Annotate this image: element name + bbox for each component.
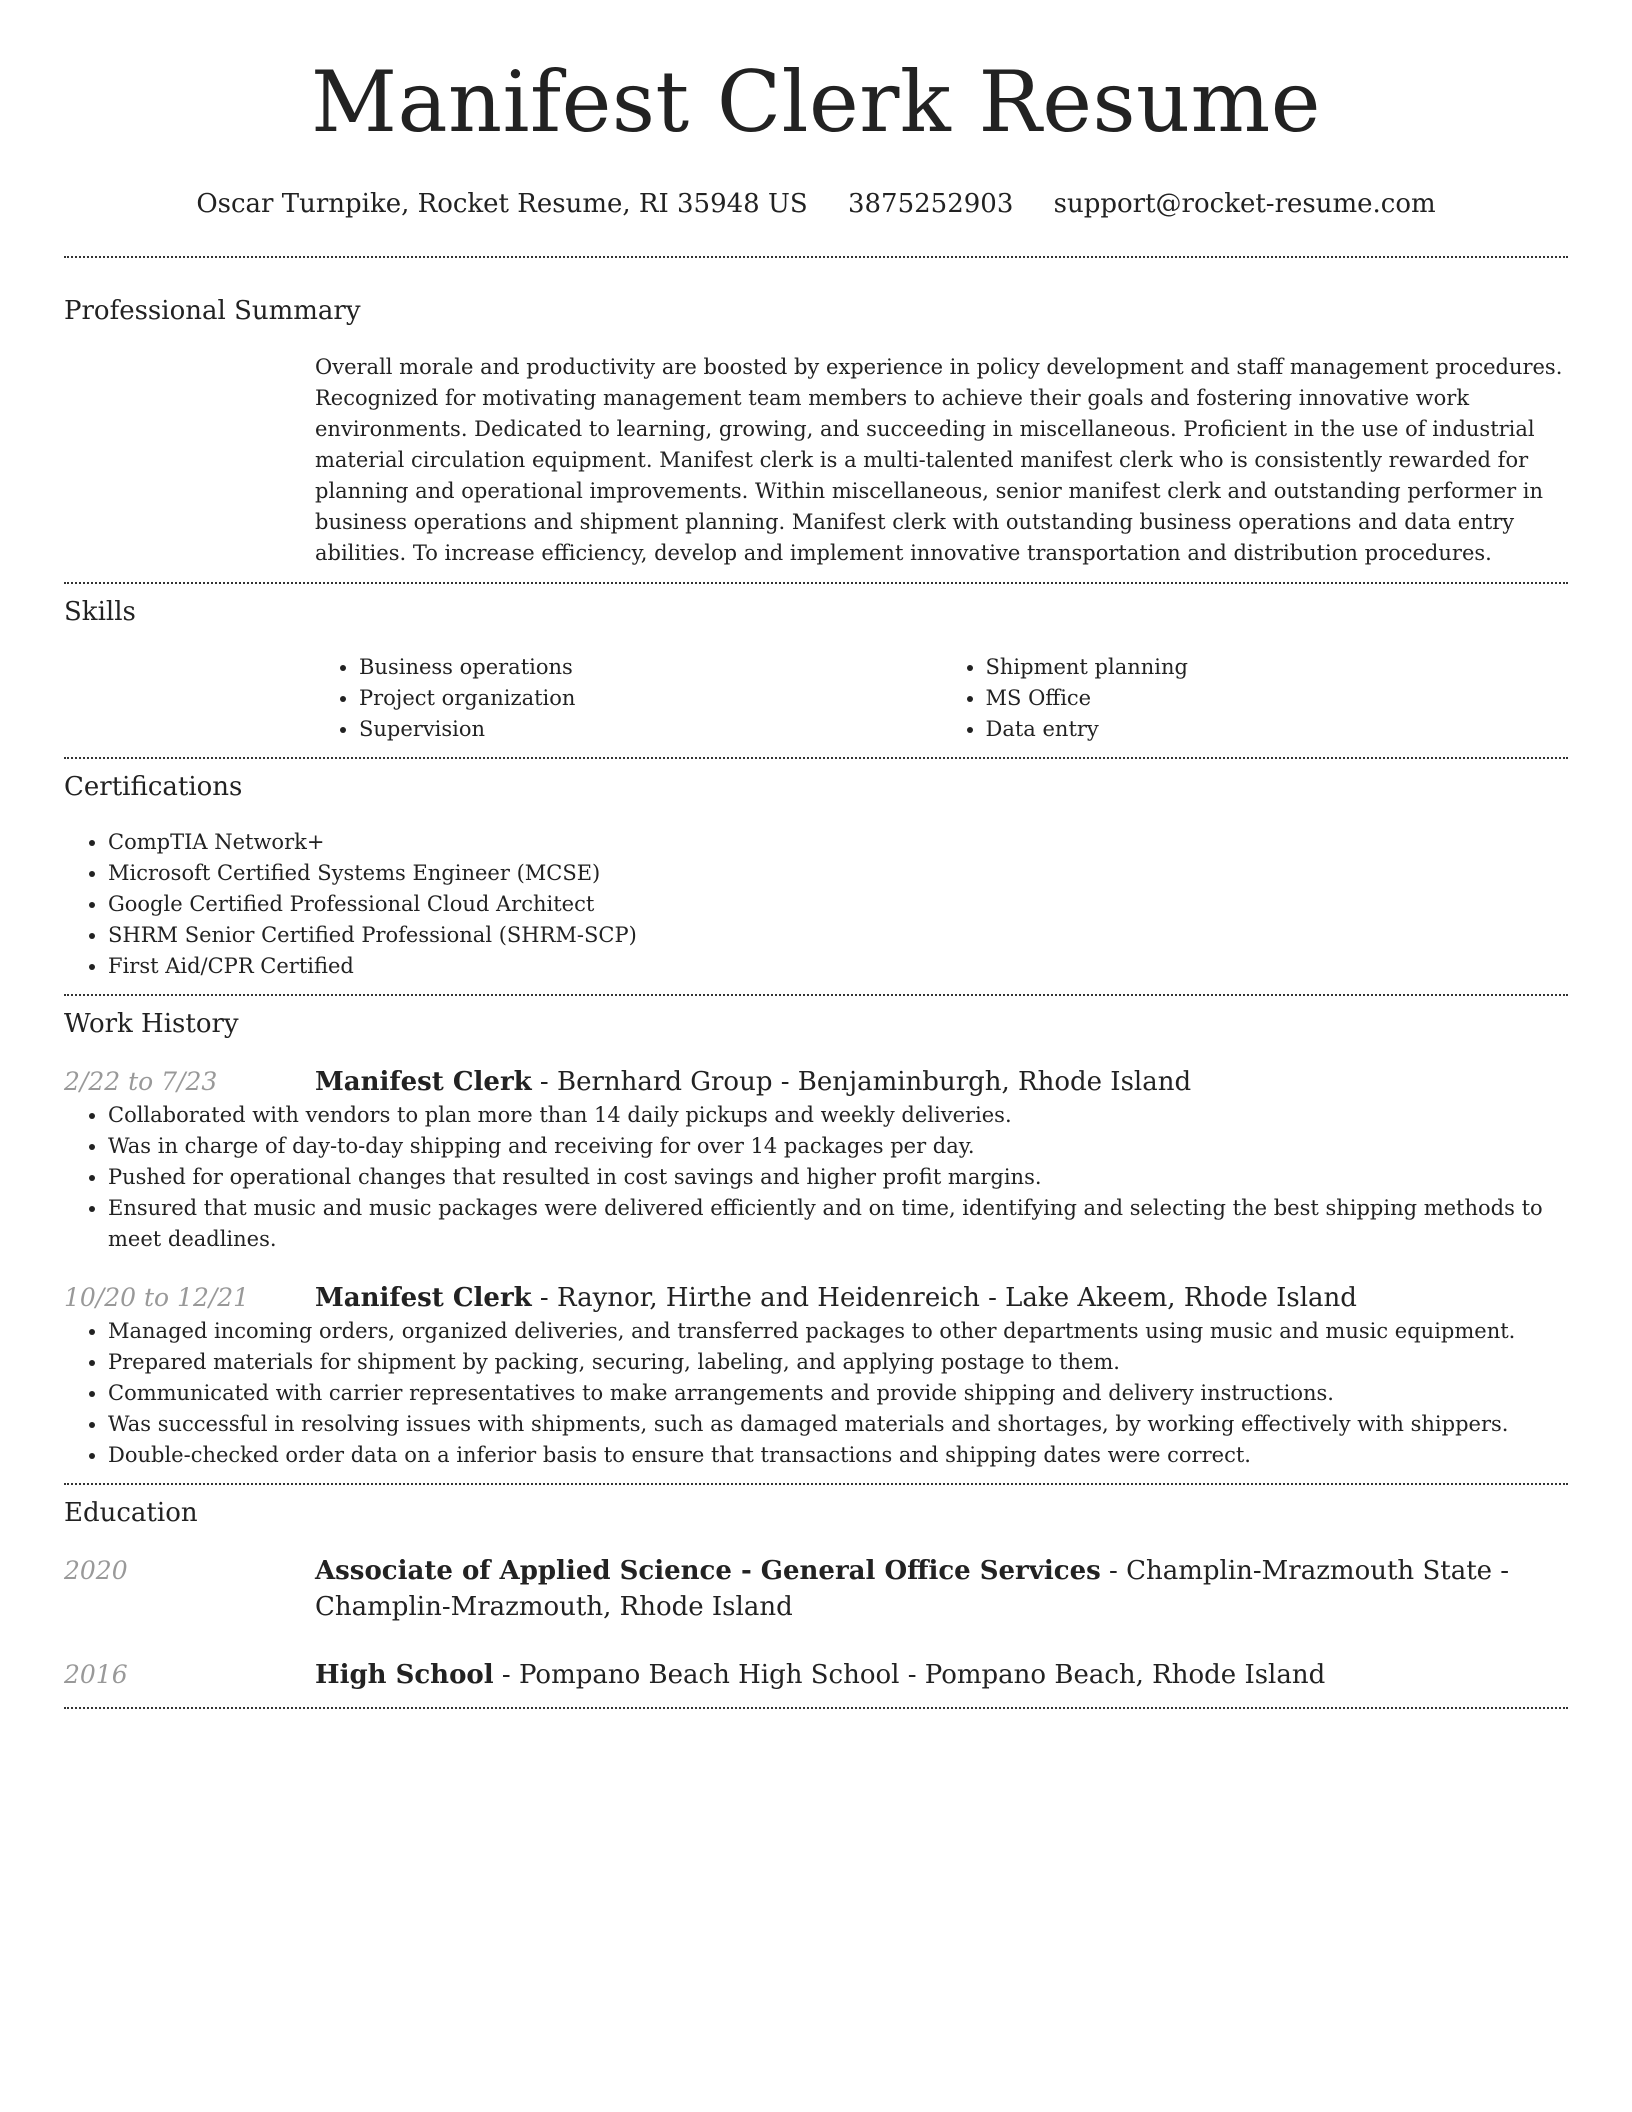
skills-list-left <box>315 652 942 745</box>
job-bullets <box>64 1100 1568 1255</box>
certification-item: • First Aid/CPR Certified <box>108 951 1568 982</box>
job-bullet: • Was in charge of day-to-day shipping and receiving for over 14 packages per day. <box>108 1131 1568 1162</box>
section-heading-work-history: Work History <box>64 1009 239 1039</box>
divider <box>64 582 1568 584</box>
certification-item: • Google Certified Professional Cloud Architect <box>108 889 1568 920</box>
education-entry <box>64 1657 1568 1693</box>
education-entry <box>64 1553 1568 1625</box>
divider <box>64 256 1568 258</box>
work-history-section <box>64 1008 1568 1471</box>
divider <box>64 757 1568 759</box>
skill-item: • Business operations <box>359 652 942 683</box>
certification-item: • SHRM Senior Certified Professional (SHRM-SCP) <box>108 920 1568 951</box>
education-details: - Champlin-Mrazmouth State - Champlin-Mrazmouth, Rhode Island <box>315 1556 1510 1622</box>
education-section <box>64 1497 1568 1693</box>
job-title: Manifest Clerk <box>315 1067 532 1097</box>
job-heading <box>315 1064 1191 1100</box>
job-bullet: • Double-checked order data on a inferior basis to ensure that transactions and shipping dates were correct. <box>108 1440 1568 1471</box>
skill-item: • Supervision <box>359 714 942 745</box>
job-bullet: • Managed incoming orders, organized deliveries, and transferred packages to other departments using music and music equipment. <box>108 1316 1568 1347</box>
education-year: 2016 <box>64 1660 128 1689</box>
certifications-list <box>64 827 1568 982</box>
education-heading <box>315 1657 1325 1693</box>
job-dates: 2/22 to 7/23 <box>64 1067 218 1096</box>
section-heading-summary: Professional Summary <box>64 296 361 326</box>
skill-item: • MS Office <box>986 683 1569 714</box>
certification-item: • Microsoft Certified Systems Engineer (MCSE) <box>108 858 1568 889</box>
contact-phone: 3875252903 <box>847 189 1014 219</box>
contact-line <box>64 188 1568 220</box>
job-header-row <box>64 1280 1568 1316</box>
skill-item: • Project organization <box>359 683 942 714</box>
skill-item: • Shipment planning <box>986 652 1569 683</box>
section-heading-skills: Skills <box>64 597 136 627</box>
certification-item: • CompTIA Network+ <box>108 827 1568 858</box>
skills-grid <box>315 652 1568 745</box>
skills-list-right <box>942 652 1569 745</box>
divider <box>64 1707 1568 1709</box>
job-heading <box>315 1280 1357 1316</box>
job-bullet: • Communicated with carrier representatives to make arrangements and provide shipping and delivery instructions. <box>108 1378 1568 1409</box>
skill-item: • Data entry <box>986 714 1569 745</box>
resume-title: Manifest Clerk Resume <box>310 53 1322 151</box>
education-heading <box>315 1553 1565 1625</box>
job-bullet: • Collaborated with vendors to plan more than 14 daily pickups and weekly deliveries. <box>108 1100 1568 1131</box>
job-header-row <box>64 1064 1568 1100</box>
section-heading-certifications: Certifications <box>64 772 243 802</box>
job-title: Manifest Clerk <box>315 1283 532 1313</box>
job-bullets <box>64 1316 1568 1471</box>
divider <box>64 994 1568 996</box>
contact-address: Oscar Turnpike, Rocket Resume, RI 35948 US <box>196 189 808 219</box>
contact-email[interactable]: support@rocket-resume.com <box>1053 189 1436 219</box>
job-entry <box>64 1280 1568 1471</box>
education-degree: High School <box>315 1660 494 1690</box>
job-entry <box>64 1064 1568 1255</box>
job-details: - Bernhard Group - Benjaminburgh, Rhode Island <box>531 1067 1192 1097</box>
job-bullet: • Ensured that music and music packages were delivered efficiently and on time, identifying and selecting the best shipping methods to meet deadlines. <box>108 1193 1568 1255</box>
summary-text: Overall morale and productivity are boosted by experience in policy development and staff management procedures. Recognized for motivating management team members to achieve their goals and fostering innovative work environments. Dedicated to learning, growing, and succeeding in miscellaneous. Proficient in the use of industrial material circulation equipment. Manifest clerk is a multi-talented manifest clerk who is consistently rewarded for planning and operational improvements. Within miscellaneous, senior manifest clerk and outstanding performer in business operations and shipment planning. Manifest clerk with outstanding business operations and data entry abilities. To increase efficiency, develop and implement innovative transportation and distribution procedures. <box>315 355 1563 565</box>
education-year: 2020 <box>64 1556 128 1585</box>
education-degree: Associate of Applied Science - General Office Services <box>315 1556 1101 1586</box>
job-dates: 10/20 to 12/21 <box>64 1283 250 1312</box>
summary-section <box>64 295 1568 569</box>
section-heading-education: Education <box>64 1498 198 1528</box>
job-details: - Raynor, Hirthe and Heidenreich - Lake Akeem, Rhode Island <box>531 1283 1357 1313</box>
divider <box>64 1483 1568 1485</box>
job-bullet: • Pushed for operational changes that resulted in cost savings and higher profit margins. <box>108 1162 1568 1193</box>
job-bullet: • Prepared materials for shipment by packing, securing, labeling, and applying postage to them. <box>108 1347 1568 1378</box>
job-bullet: • Was successful in resolving issues with shipments, such as damaged materials and shortages, by working effectively with shippers. <box>108 1409 1568 1440</box>
education-details: - Pompano Beach High School - Pompano Beach, Rhode Island <box>493 1660 1326 1690</box>
skills-section <box>64 596 1568 745</box>
certifications-section <box>64 771 1568 982</box>
